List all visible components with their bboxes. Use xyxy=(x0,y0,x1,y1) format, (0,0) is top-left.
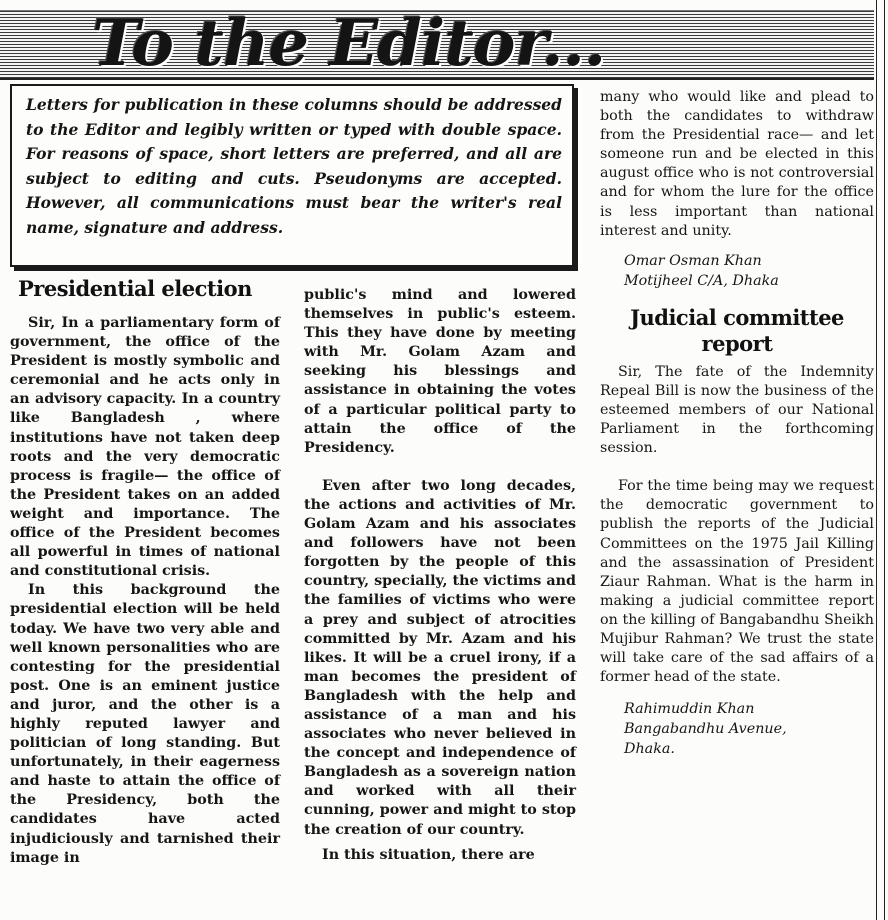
section-title: To the Editor... xyxy=(92,6,606,81)
letter1-paragraph-2: In this background the presidential election will be held today. We have two very able and well known personalities who are contesting for the presidential post. One is an eminent justice and juror, and the other is a highly reputed lawyer and politician of long standing. But unfortunately, in their eagerness and haste to attain the office of the Presidency, both the candidates have acted injudiciously and tarnished their image in xyxy=(10,582,280,866)
letter2-author-street: Bangabandhu Avenue, xyxy=(624,721,787,738)
page-edge-rule xyxy=(876,0,877,920)
letter2-paragraph-2: For the time being may we request the democratic government to publish the reports of the Judicial Committees on the 1975 Jail Killing and the assassination of President Ziaur Rahman. What is the harm in making a judicial committee report on the killing of Bangabandhu Sheikh Mujibur Rahman? We trust the state will take care of the sad affairs of a former head of the state. xyxy=(600,478,874,686)
masthead-banner xyxy=(0,0,874,80)
submission-guidelines-box xyxy=(10,84,574,267)
column-right xyxy=(600,88,874,759)
guidelines-text: Letters for publication in these columns should be addressed to the Editor and legibly written or typed with double space. For reasons of space, short letters are preferred, and all are subject to editing and cuts. Pseudonyms are accepted. However, all communications must bear the writer's real name, signature and address. xyxy=(26,95,562,237)
column-left xyxy=(10,276,280,868)
letter1-paragraph-3: public's mind and lowered themselves in public's esteem. This they have done by meeting with Mr. Golam Azam and seeking his blessings and assistance in obtaining the votes of a particular political party to attain the office of the Presidency. xyxy=(304,287,576,456)
letter1-author-address: Motijheel C/A, Dhaka xyxy=(624,272,779,289)
letter2-signature xyxy=(600,699,874,759)
page-edge-rule-outer xyxy=(884,0,885,920)
letter1-signature xyxy=(600,251,874,291)
letter1-paragraph-4: Even after two long decades, the actions and activities of Mr. Golam Azam and his associates and followers have not been forgotten by the people of this country, specially, the victims and the families of victims who were a prey and subject of atrocities committed by Mr. Azam and his likes. It will be a cruel irony, if a man becomes the president of Bangladesh with the help and assistance of a man and his associates who never believed in the concept and independence of Bangladesh as a sovereign nation and worked with all their cunning, power and might to stop the creation of our country. xyxy=(304,477,576,838)
letter2-author-name: Rahimuddin Khan xyxy=(624,701,755,718)
headline-presidential-election: Presidential election xyxy=(18,276,252,301)
letter2-paragraph-1: Sir, The fate of the Indemnity Repeal Bill is now the business of the esteemed members of our National Parliament in the forthcoming session. xyxy=(600,363,874,457)
letter2-author-city: Dhaka. xyxy=(624,741,675,758)
column-middle xyxy=(304,286,576,865)
headline-judicial-committee-report: Judicial committee report xyxy=(630,304,844,356)
letter1-paragraph-1: Sir, In a parliamentary form of government, the office of the President is mostly symbolic and ceremonial and he acts only in an advisory capacity. In a country like Bangladesh , where institutions have not taken deep roots and the very democratic process is fragile— the office of the President takes on an added weight and importance. The office of the President becomes all powerful in times of national and constitutional crisis. xyxy=(10,315,280,580)
letter1-paragraph-6: many who would like and plead to both the candidates to withdraw from the Presidential race— and let someone run and be elected in this august office who is not controversial and for whom the lure for the office is less important than national interest and unity. xyxy=(600,89,874,239)
letter1-paragraph-5: In this situation, there are xyxy=(322,846,535,863)
letter1-author-name: Omar Osman Khan xyxy=(624,252,762,269)
